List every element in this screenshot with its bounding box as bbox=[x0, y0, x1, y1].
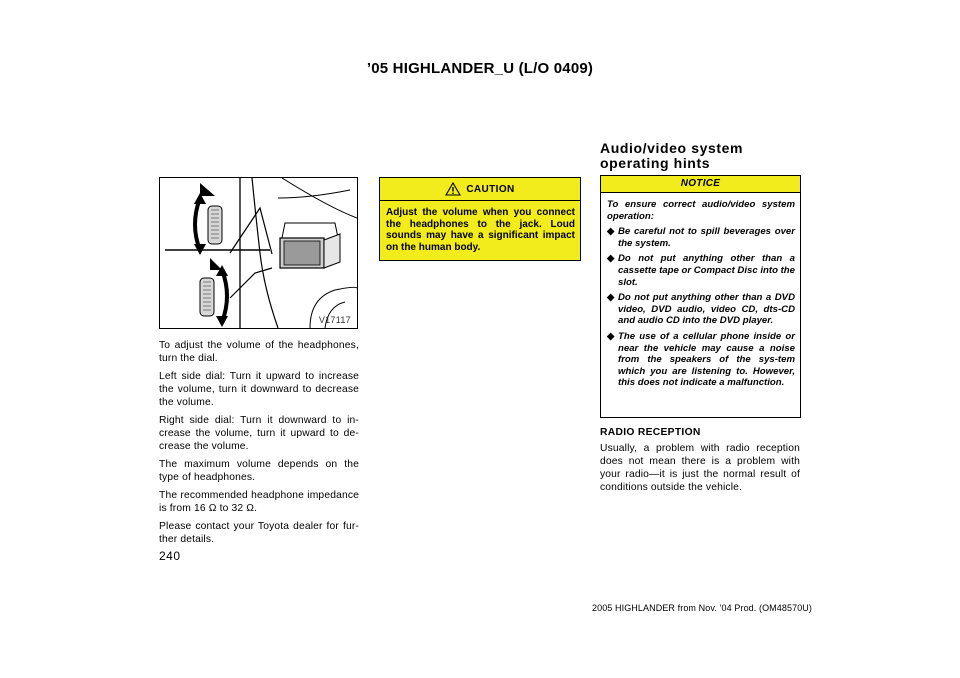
section-title: Audio/video system operating hints bbox=[600, 140, 744, 171]
paragraph: Left side dial: Turn it upward to increase the volume, turn it downward to decrease the volume. bbox=[159, 371, 359, 408]
warning-triangle-icon bbox=[445, 182, 461, 196]
document-footer: 2005 HIGHLANDER from Nov. ’04 Prod. (OM48570U) bbox=[591, 603, 812, 613]
notice-item bbox=[607, 226, 795, 249]
notice-heading: NOTICE bbox=[601, 176, 800, 193]
paragraph: To adjust the volume of the headphones, turn the dial. bbox=[159, 340, 359, 364]
diamond-bullet-icon: ◆ bbox=[607, 226, 615, 238]
notice-item bbox=[607, 331, 795, 389]
notice-item-text: Do not put anything other than a DVD video, DVD audio, video CD, dts-CD and audio CD into the DVD player. bbox=[618, 292, 795, 327]
radio-reception-text bbox=[600, 442, 800, 499]
page-number: 240 bbox=[159, 549, 181, 563]
illustration-code: V17117 bbox=[318, 315, 351, 325]
headphone-volume-instructions bbox=[159, 339, 359, 551]
paragraph: Usually, a problem with radio reception does not mean there is a problem with your radio—it is just the normal result of conditions outside the vehicle. bbox=[600, 443, 800, 493]
caution-box bbox=[379, 177, 581, 261]
diamond-bullet-icon: ◆ bbox=[607, 330, 615, 342]
caution-text: Adjust the volume when you connect the headphones to the jack. Loud sounds may have a significant impact on the human body. bbox=[386, 207, 575, 253]
headphone-volume-illustration bbox=[159, 177, 358, 329]
notice-item-text: The use of a cellular phone inside or near the vehicle may cause a noise from the speakers of the sys-tem which you are listening to. However, this does not indicate a malfunction. bbox=[618, 330, 795, 389]
notice-item-text: Do not put anything other than a cassette tape or Compact Disc into the slot. bbox=[618, 253, 795, 288]
diamond-bullet-icon: ◆ bbox=[607, 292, 615, 304]
diamond-bullet-icon: ◆ bbox=[607, 253, 615, 265]
paragraph: Please contact your Toyota dealer for fur-ther details. bbox=[159, 521, 359, 545]
headphone-dial-drawing bbox=[160, 178, 357, 328]
notice-item-text: Be careful not to spill beverages over the system. bbox=[618, 226, 795, 249]
paragraph: The recommended headphone impedance is from 16 Ω to 32 Ω. bbox=[159, 490, 359, 514]
document-header-title: ’05 HIGHLANDER_U (L/O 0409) bbox=[366, 60, 594, 77]
notice-item bbox=[607, 253, 795, 288]
caution-heading: CAUTION bbox=[466, 183, 515, 195]
paragraph: Right side dial: Turn it downward to in-crease the volume, turn it upward to de-crease the volume. bbox=[159, 415, 359, 452]
radio-reception-heading: RADIO RECEPTION bbox=[600, 427, 701, 438]
notice-box bbox=[600, 175, 801, 418]
notice-item bbox=[607, 292, 795, 327]
notice-text bbox=[601, 193, 800, 389]
paragraph: The maximum volume depends on the type of headphones. bbox=[159, 459, 359, 483]
notice-intro: To ensure correct audio/video system operation: bbox=[607, 199, 795, 222]
caution-header bbox=[380, 178, 580, 201]
